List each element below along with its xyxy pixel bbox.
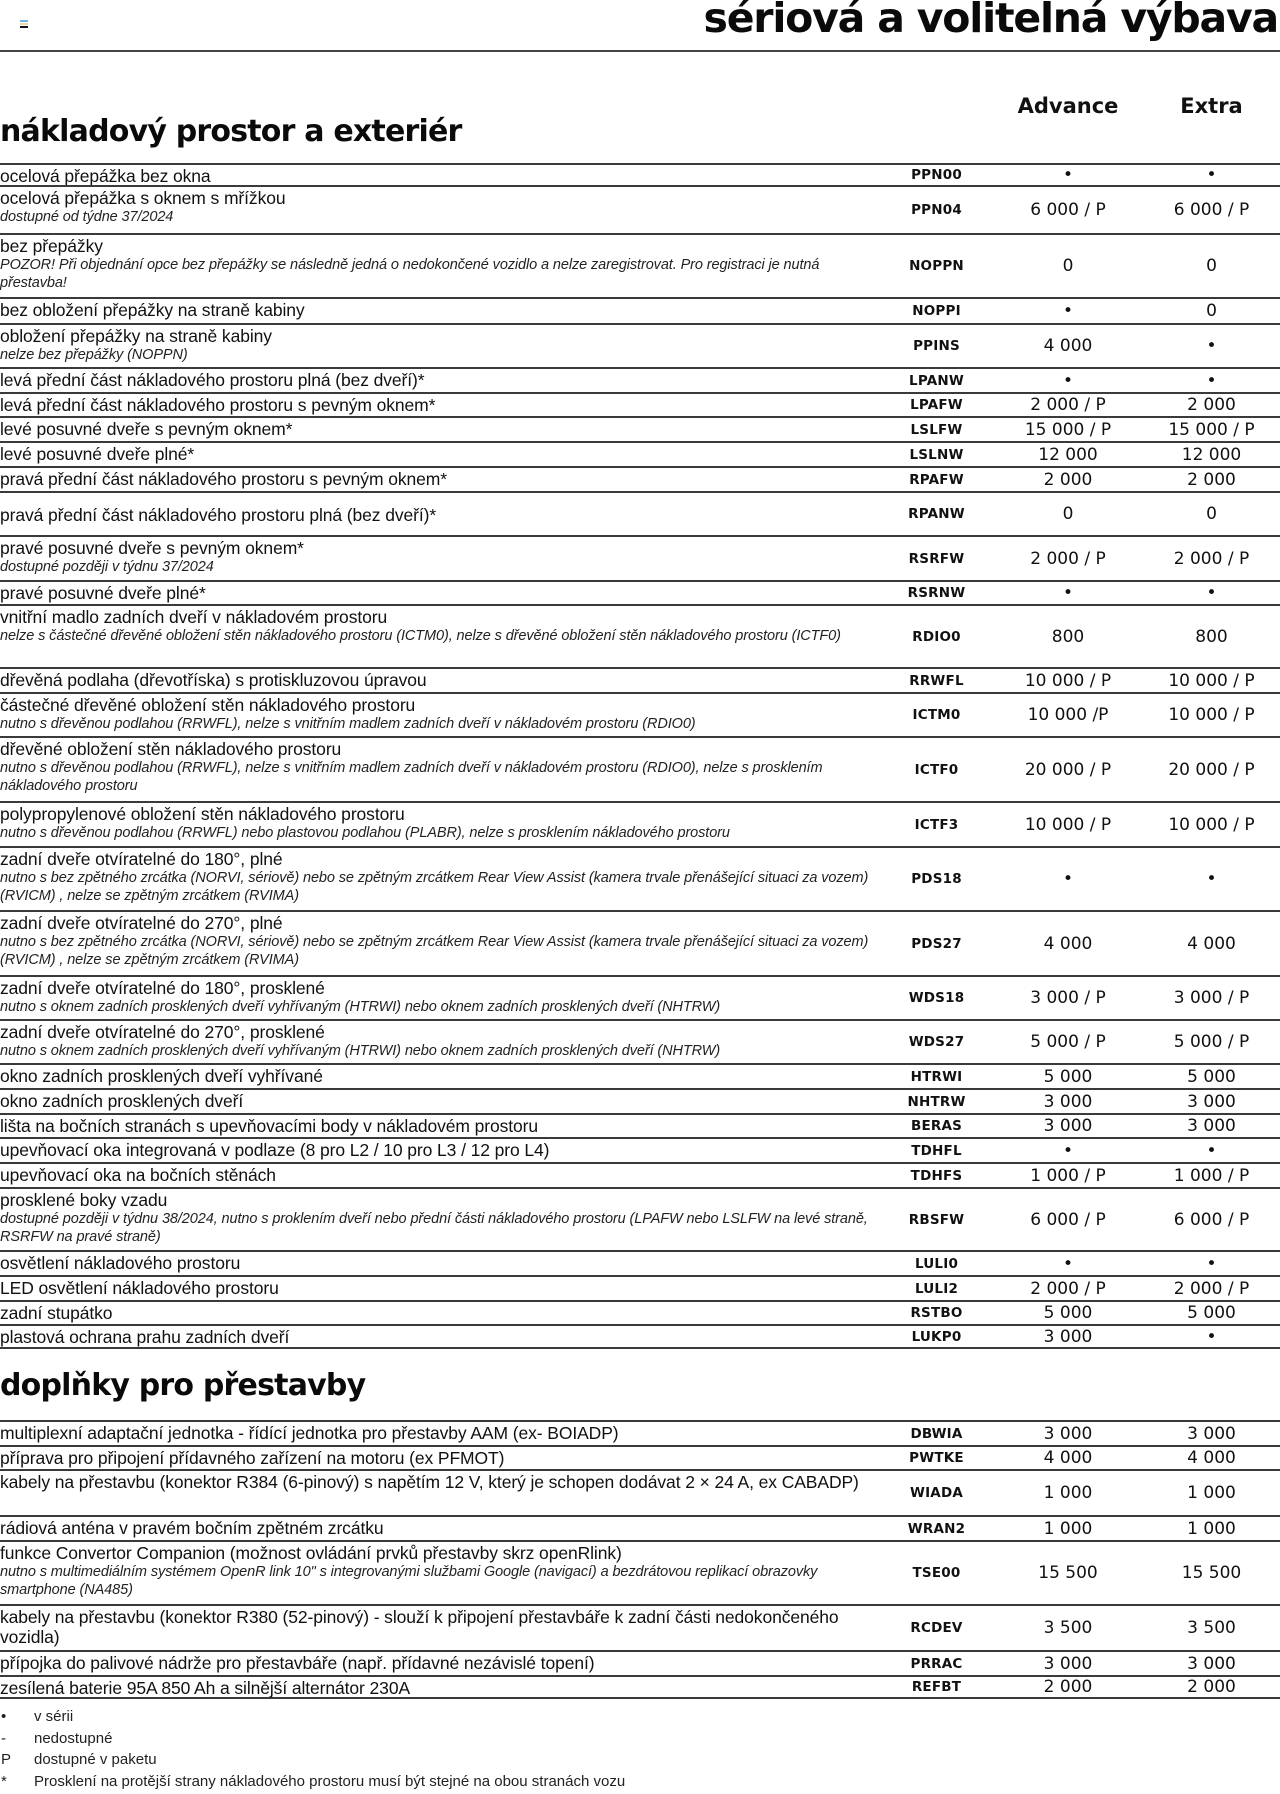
item-description (0, 1277, 880, 1298)
item-description (0, 1652, 880, 1673)
equipment-table-cargo (0, 163, 1280, 1349)
item-name: ocelová přepážka s oknem s mřížkou (0, 188, 286, 208)
price-extra: 1 000 / P (1173, 1165, 1250, 1186)
price-advance: 3 000 (1043, 1326, 1093, 1347)
item-description (0, 187, 880, 226)
table-row (0, 1650, 1280, 1675)
item-description (0, 912, 880, 969)
price-extra: 800 (1195, 626, 1228, 647)
item-name: kabely na přestavbu (konektor R384 (6-pinový) s napětím 12 V, který je schopen dodávat 2 × 24 A, ex CABADP) (0, 1472, 859, 1492)
legend-text: nedostupné (34, 1729, 113, 1747)
header-bar (0, 0, 1280, 52)
item-name: pravé posuvné dveře s pevným oknem* (0, 538, 304, 558)
legend-symbol: * (1, 1772, 7, 1790)
item-description (0, 325, 880, 364)
item-name: osvětlení nákladového prostoru (0, 1253, 241, 1273)
table-row (0, 1515, 1280, 1540)
price-advance: • (1062, 869, 1074, 889)
legend-item (0, 1749, 900, 1771)
item-name: okno zadních prosklených dveří (0, 1091, 244, 1111)
price-advance: 10 000 / P (1024, 670, 1112, 691)
price-advance: 0 (1062, 256, 1074, 276)
legend-text: dostupné v paketu (34, 1751, 157, 1768)
table-row (0, 1445, 1280, 1469)
table-row (0, 1019, 1280, 1063)
legend-symbol: - (1, 1729, 6, 1747)
item-description (0, 1326, 880, 1347)
price-extra: 1 000 (1187, 1518, 1236, 1539)
table-row (0, 1113, 1280, 1137)
price-advance: 800 (1051, 626, 1085, 647)
item-note: nutno s bez zpětného zrcátka (NORVI, sériově) nebo se zpětným zrcátkem Rear View Assist (kamera trvale přenášející situaci za vozem) (RVICM) , nelze se zpětným zrcátkem (RVIMA) (0, 934, 869, 968)
option-code: PPN04 (911, 202, 962, 218)
price-extra: • (1206, 165, 1217, 185)
price-extra: 5 000 (1187, 1303, 1236, 1323)
price-extra: • (1206, 1140, 1217, 1161)
price-extra: 6 000 / P (1173, 200, 1250, 220)
price-extra: 2 000 (1187, 469, 1236, 490)
table-row (0, 297, 1280, 323)
table-row (0, 1604, 1280, 1650)
price-advance: • (1062, 370, 1074, 391)
table-row (0, 1275, 1280, 1300)
item-description (0, 606, 880, 645)
price-advance: 1 000 / P (1030, 1165, 1106, 1186)
item-note: nutno s oknem zadních prosklených dveří vyhřívaným (HTRWI) nebo oknem zadních prosklených dveří (NHTRW) (0, 1043, 721, 1059)
price-extra: 6 000 / P (1173, 1209, 1250, 1230)
option-code: ICTM0 (912, 707, 961, 723)
price-advance: • (1062, 1253, 1074, 1274)
price-extra: • (1206, 336, 1217, 356)
item-description (0, 1065, 880, 1086)
item-note: nutno s dřevěnou podlahou (RRWFL), nelze s vnitřním madlem zadních dveří v nákladovém prostoru (RDIO0) (0, 716, 696, 732)
legend (0, 1706, 900, 1792)
option-code: LPAFW (910, 397, 963, 413)
option-code: RSRFW (908, 550, 965, 567)
option-code: PPN00 (911, 167, 962, 183)
option-code: PRRAC (910, 1655, 963, 1672)
item-description (0, 1447, 880, 1468)
item-name: zadní dveře otvíratelné do 270°, prosklené (0, 1022, 325, 1042)
table-row (0, 736, 1280, 801)
table-row (0, 491, 1280, 535)
table-row (0, 801, 1280, 846)
item-name: zadní dveře otvíratelné do 180°, plné (0, 849, 283, 869)
item-description (0, 1677, 880, 1698)
item-name: levé posuvné dveře s pevným oknem* (0, 419, 293, 439)
table-row (0, 416, 1280, 441)
item-name: funkce Convertor Companion (možnost ovládání prvků přestavby skrz openRlink) (0, 1543, 622, 1563)
item-description (0, 582, 880, 603)
option-code: TDHFS (910, 1167, 963, 1184)
option-code: RPANW (908, 506, 965, 522)
item-name: pravé posuvné dveře plné* (0, 583, 206, 603)
item-description (0, 977, 880, 1016)
price-extra: 2 000 (1187, 395, 1236, 415)
table-row (0, 535, 1280, 580)
price-extra: 1 000 (1187, 1483, 1236, 1503)
item-name: plastová ochrana prahu zadních dveří (0, 1327, 290, 1347)
item-description (0, 369, 880, 390)
item-description (0, 1422, 880, 1443)
legend-symbol: • (1, 1708, 7, 1725)
section-title-cargo: nákladový prostor a exteriér (0, 114, 462, 149)
item-name: zesílená baterie 95A 850 Ah a silnější alternátor 230A (0, 1678, 411, 1698)
table-row (0, 604, 1280, 667)
table-row (0, 1187, 1280, 1250)
option-code: LPANW (909, 372, 964, 389)
price-extra: 12 000 (1181, 444, 1242, 465)
table-row (0, 392, 1280, 416)
table-row (0, 233, 1280, 297)
price-extra: 0 (1206, 256, 1217, 276)
price-advance: 3 000 (1043, 1653, 1093, 1674)
item-name: LED osvětlení nákladového prostoru (0, 1278, 279, 1298)
option-code: LSLNW (909, 446, 964, 463)
item-name: okno zadních prosklených dveří vyhřívané (0, 1066, 323, 1086)
option-code: NHTRW (907, 1093, 966, 1110)
table-row (0, 1137, 1280, 1162)
option-code: DBWIA (910, 1425, 963, 1442)
table-row (0, 1063, 1280, 1088)
price-extra: 5 000 (1187, 1066, 1236, 1087)
price-advance: 4 000 (1043, 336, 1093, 356)
price-extra: 4 000 (1187, 933, 1236, 954)
item-name: bez obložení přepážky na straně kabiny (0, 300, 305, 320)
item-description (0, 235, 880, 292)
price-advance: 3 500 (1043, 1618, 1093, 1638)
legend-item (0, 1771, 900, 1793)
item-description (0, 1302, 880, 1323)
item-description (0, 165, 880, 186)
option-code: RSRNW (907, 585, 966, 601)
item-description (0, 493, 880, 535)
table-row (0, 163, 1280, 185)
option-code: PDS18 (911, 871, 962, 887)
item-name: ocelová přepážka bez okna (0, 166, 211, 186)
option-code: LUKP0 (911, 1328, 962, 1345)
price-advance: 15 500 (1038, 1563, 1098, 1583)
item-description (0, 803, 880, 842)
price-extra: 10 000 / P (1168, 705, 1255, 725)
price-extra: 3 000 (1187, 1653, 1236, 1674)
table-row (0, 1300, 1280, 1324)
item-name: zadní dveře otvíratelné do 270°, plné (0, 913, 283, 933)
item-description (0, 394, 880, 415)
option-code: ICTF3 (914, 816, 959, 833)
option-code: WIADA (909, 1485, 964, 1501)
table-row (0, 667, 1280, 692)
price-extra: 20 000 / P (1168, 759, 1255, 780)
item-description (0, 1542, 880, 1599)
option-code: LULI0 (914, 1255, 959, 1272)
price-extra: 5 000 / P (1173, 1032, 1250, 1052)
option-code: RPAFW (909, 471, 964, 488)
price-advance: 1 000 (1043, 1518, 1093, 1539)
table-row (0, 441, 1280, 466)
price-advance: 6 000 / P (1030, 1209, 1106, 1230)
price-advance: 2 000 (1043, 1677, 1093, 1697)
item-name: pravá přední část nákladového prostoru plná (bez dveří)* (0, 504, 437, 525)
item-name: zadní stupátko (0, 1303, 113, 1323)
price-advance: 2 000 / P (1030, 395, 1106, 415)
table-row (0, 1250, 1280, 1275)
table-row (0, 1469, 1280, 1515)
item-description (0, 848, 880, 905)
item-note: nutno s multimediálním systémem OpenR link 10" s integrovanými službami Google (navigací) a bezdrátovou replikací obrazovky smartphone (NA485) (0, 1564, 818, 1598)
option-code: RRWFL (909, 672, 964, 689)
column-header-advance: Advance (1017, 94, 1119, 118)
option-code: RBSFW (908, 1211, 965, 1228)
option-code: ICTF0 (914, 761, 959, 778)
table-row (0, 910, 1280, 975)
item-description (0, 1606, 880, 1647)
price-advance: 4 000 (1043, 933, 1093, 954)
price-extra: 3 000 (1187, 1423, 1236, 1444)
option-code: WDS27 (908, 1034, 965, 1050)
price-advance: • (1062, 1140, 1074, 1161)
page-title: sériová a volitelná výbava (703, 0, 1278, 42)
price-extra: 15 000 / P (1168, 419, 1255, 440)
price-advance: • (1062, 165, 1074, 185)
price-advance: 15 000 / P (1024, 419, 1112, 440)
table-row (0, 367, 1280, 392)
price-advance: 20 000 / P (1024, 759, 1112, 780)
price-extra: • (1206, 370, 1217, 391)
price-extra: 4 000 (1187, 1448, 1236, 1468)
price-advance: 2 000 / P (1030, 548, 1106, 569)
price-extra: 3 500 (1187, 1618, 1236, 1638)
option-code: PDS27 (911, 935, 962, 952)
item-description (0, 1517, 880, 1538)
item-name: polypropylenové obložení stěn nákladového prostoru (0, 804, 405, 824)
section-title-conversions: doplňky pro přestavby (0, 1368, 366, 1403)
price-advance: 5 000 (1043, 1303, 1093, 1323)
price-extra: 2 000 / P (1173, 1278, 1250, 1299)
item-description (0, 694, 880, 733)
price-advance: 6 000 / P (1030, 200, 1106, 220)
item-name: lišta na bočních stranách s upevňovacími body v nákladovém prostoru (0, 1116, 539, 1136)
option-code: PWTKE (909, 1450, 964, 1466)
column-header-extra: Extra (1180, 94, 1243, 118)
price-advance: 3 000 (1043, 1116, 1093, 1136)
option-code: LSLFW (910, 421, 963, 438)
item-note: nutno s dřevěnou podlahou (RRWFL), nelze s vnitřním madlem zadních dveří v nákladovém prostoru (RDIO0), nelze s prosklením nákladového prostoru (0, 760, 823, 794)
option-code: PPINS (913, 338, 960, 354)
table-row (0, 1088, 1280, 1113)
item-name: dřevěná podlaha (dřevotříska) s protiskluzovou úpravou (0, 670, 427, 690)
option-code: WDS18 (908, 990, 965, 1006)
option-code: RCDEV (910, 1620, 963, 1636)
table-row (0, 323, 1280, 367)
option-code: HTRWI (910, 1068, 963, 1085)
item-note: dostupné později v týdnu 38/2024, nutno s proklením dveří nebo přední části nákladového prostoru (LPAFW nebo LSLFW na levé straně, RSRFW na pravé straně) (0, 1211, 868, 1245)
item-name: částečné dřevěné obložení stěn nákladového prostoru (0, 695, 416, 715)
item-note: nutno s bez zpětného zrcátka (NORVI, sériově) nebo se zpětným zrcátkem Rear View Assist (kamera trvale přenášející situaci za vozem) (RVICM) , nelze se zpětným zrcátkem (RVIMA) (0, 870, 869, 904)
table-row (0, 580, 1280, 604)
table-row (0, 975, 1280, 1019)
table-row (0, 185, 1280, 233)
table-row (0, 1162, 1280, 1187)
item-description (0, 669, 880, 690)
item-name: příprava pro připojení přídavného zařízení na motoru (ex PFMOT) (0, 1448, 505, 1468)
price-advance: 5 000 / P (1030, 1032, 1106, 1052)
item-name: multiplexní adaptační jednotka - řídící jednotka pro přestavby AAM (ex- BOIADP) (0, 1423, 619, 1443)
legend-text: Prosklení na protější strany nákladového prostoru musí být stejné na obou stranách vozu (34, 1772, 626, 1790)
price-advance: 3 000 (1043, 1091, 1093, 1112)
price-advance: • (1062, 583, 1074, 603)
equipment-table-conversions (0, 1420, 1280, 1699)
price-extra: • (1206, 1253, 1217, 1274)
price-advance: 3 000 / P (1030, 988, 1106, 1008)
item-description (0, 1189, 880, 1246)
option-code: REFBT (911, 1679, 962, 1695)
legend-text: v sérii (34, 1708, 74, 1725)
item-note: dostupné od týdne 37/2024 (0, 209, 174, 225)
price-extra: 0 (1206, 504, 1217, 524)
price-extra: 3 000 (1187, 1116, 1236, 1136)
table-row (0, 466, 1280, 491)
item-note: dostupné později v týdnu 37/2024 (0, 559, 214, 575)
item-name: levá přední část nákladového prostoru s pevným oknem* (0, 395, 436, 415)
legend-item (0, 1728, 900, 1750)
item-name: obložení přepážky na straně kabiny (0, 326, 272, 346)
option-code: WRAN2 (907, 1520, 966, 1537)
item-name: levé posuvné dveře plné* (0, 444, 195, 464)
item-name: rádiová anténa v pravém bočním zpětném zrcátku (0, 1518, 384, 1538)
item-description (0, 738, 880, 795)
option-code: BERAS (910, 1118, 963, 1134)
item-name: upevňovací oka na bočních stěnách (0, 1165, 276, 1185)
price-extra: • (1206, 583, 1217, 603)
table-row (0, 846, 1280, 910)
price-extra: 15 500 (1181, 1563, 1242, 1583)
legend-symbol: P (1, 1751, 12, 1768)
item-description (0, 1164, 880, 1185)
item-name: upevňovací oka integrovaná v podlaze (8 pro L2 / 10 pro L3 / 12 pro L4) (0, 1140, 550, 1160)
option-code: RDIO0 (912, 628, 961, 645)
item-name: pravá přední část nákladového prostoru s pevným oknem* (0, 469, 447, 489)
item-description (0, 299, 880, 320)
price-extra: 3 000 / P (1173, 988, 1250, 1008)
price-advance: 12 000 (1038, 444, 1098, 465)
price-advance: 1 000 (1043, 1483, 1093, 1503)
table-row (0, 1540, 1280, 1604)
price-extra: 10 000 / P (1168, 670, 1255, 691)
option-code: RSTBO (910, 1305, 963, 1321)
table-row (0, 1324, 1280, 1349)
item-name: prosklené boky vzadu (0, 1190, 168, 1210)
price-extra: 10 000 / P (1168, 814, 1255, 835)
item-name: přípojka do palivové nádrže pro přestavbáře (např. přídavné nezávislé topení) (0, 1653, 595, 1673)
item-note: nelze bez přepážky (NOPPN) (0, 347, 188, 363)
item-description (0, 1139, 880, 1160)
item-note: nelze s částečné dřevěné obložení stěn nákladového prostoru (ICTM0), nelze s dřevěné obložení stěn nákladového prostoru (ICTF0) (0, 628, 841, 644)
brand-stripes-icon (20, 20, 28, 29)
price-advance: 0 (1062, 504, 1074, 524)
price-advance: 5 000 (1043, 1066, 1093, 1087)
item-description (0, 418, 880, 439)
item-note: nutno s dřevěnou podlahou (RRWFL) nebo plastovou podlahou (PLABR), nelze s prosklením nákladového prostoru (0, 825, 730, 841)
price-extra: 3 000 (1187, 1091, 1236, 1112)
price-advance: 10 000 /P (1027, 705, 1109, 725)
price-advance: 4 000 (1043, 1448, 1093, 1468)
item-description (0, 1252, 880, 1273)
option-code: NOPPI (912, 303, 961, 319)
price-advance: 10 000 / P (1024, 814, 1112, 835)
price-extra: 2 000 / P (1173, 548, 1250, 569)
table-row (0, 1420, 1280, 1445)
item-name: kabely na přestavbu (konektor R380 (52-pinový) - slouží k připojení přestavbáře k zadní části nedokončeného vozidla) (0, 1607, 839, 1647)
item-note: POZOR! Při objednání opce bez přepážky se následně jedná o nedokončené vozidlo a nelze zaregistrovat. Pro registraci je nutná přestavba! (0, 257, 820, 291)
item-description (0, 1115, 880, 1136)
price-extra: 2 000 (1187, 1677, 1236, 1697)
item-name: bez přepážky (0, 236, 103, 256)
item-name: levá přední část nákladového prostoru plná (bez dveří)* (0, 370, 425, 390)
item-description (0, 1090, 880, 1111)
item-description (0, 537, 880, 576)
item-note: nutno s oknem zadních prosklených dveří vyhřívaným (HTRWI) nebo oknem zadních prosklených dveří (NHTRW) (0, 999, 721, 1015)
item-description (0, 443, 880, 464)
option-code: TSE00 (912, 1565, 961, 1581)
price-advance: 2 000 / P (1030, 1278, 1106, 1299)
item-name: vnitřní madlo zadních dveří v nákladovém prostoru (0, 607, 388, 627)
option-code: LULI2 (914, 1280, 959, 1297)
price-advance: 3 000 (1043, 1423, 1093, 1444)
option-code: TDHFL (911, 1142, 962, 1159)
table-row (0, 692, 1280, 736)
price-advance: 2 000 (1043, 469, 1093, 490)
item-name: zadní dveře otvíratelné do 180°, prosklené (0, 978, 325, 998)
price-extra: 0 (1206, 301, 1217, 321)
price-extra: • (1206, 869, 1217, 889)
legend-item (0, 1706, 900, 1728)
item-description (0, 1021, 880, 1060)
price-advance: • (1062, 301, 1074, 321)
item-description (0, 1471, 880, 1492)
item-name: dřevěné obložení stěn nákladového prostoru (0, 739, 342, 759)
option-code: NOPPN (909, 258, 964, 274)
item-description (0, 468, 880, 489)
table-row (0, 1675, 1280, 1699)
price-extra: • (1206, 1326, 1217, 1347)
